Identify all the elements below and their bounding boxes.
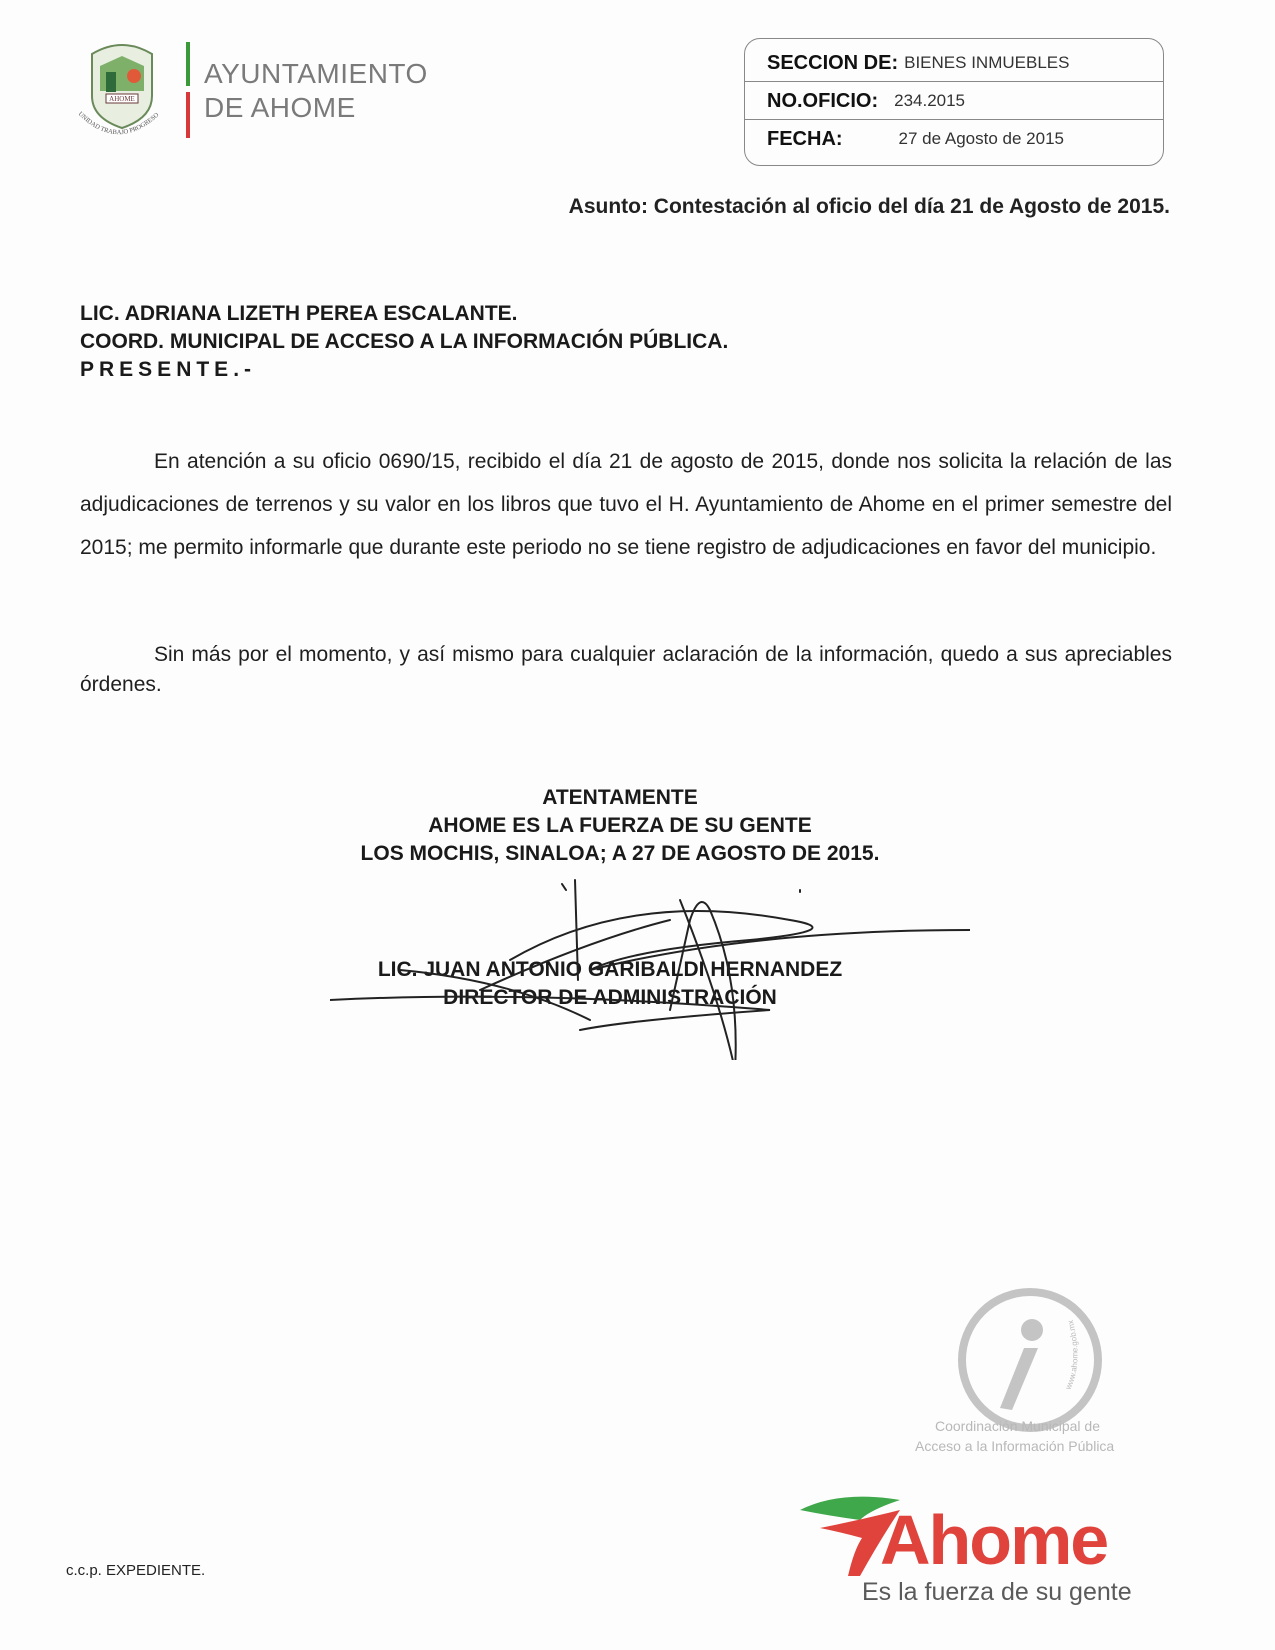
coat-of-arms-logo [72,36,172,156]
svg-text:AHOME: AHOME [109,95,135,103]
handwritten-signature [330,860,970,1060]
info-coordination-stamp [920,1250,1140,1470]
ahome-brand-slogan: Es la fuerza de su gente [862,1578,1132,1606]
body-paragraph-1: En atención a su oficio 0690/15, recibido el día 21 de agosto de 2015, donde nos solicita la relación de las adjudicaciones de terrenos y su valor en los libros que tuvo el H. Ayuntamiento de Ahome en el primer semestre del 2015; me permito informarle que durante este periodo no se tiene registro de adjudicaciones en favor del municipio. [80,450,1172,559]
oficio-label: NO.OFICIO: [767,89,879,112]
seccion-row [745,45,1163,82]
oficio-value: 234.2015 [894,91,966,110]
signer-title: DIRECTOR DE ADMINISTRACIÓN [443,986,777,1009]
ahome-brand-word: Ahome [880,1501,1108,1579]
svg-text:www.ahome.gob.mx: www.ahome.gob.mx [1063,1319,1080,1391]
svg-text:UNIDAD TRABAJO PROGRESO: UNIDAD TRABAJO PROGRESO [76,110,161,137]
closing-motto: AHOME ES LA FUERZA DE SU GENTE [428,814,812,837]
header-divider-red [186,92,190,138]
addressee-name: LIC. ADRIANA LIZETH PEREA ESCALANTE. [80,302,518,325]
seccion-label: SECCION DE: [767,51,899,74]
seccion-value: BIENES INMUEBLES [904,53,1070,72]
stamp-text-line-1: Coordinación Municipal de [935,1418,1100,1434]
ccp-note: c.c.p. EXPEDIENTE. [66,1562,206,1579]
subject-line: Asunto: Contestación al oficio del día 21 de Agosto de 2015. [568,195,1170,218]
fecha-row [745,121,1163,157]
ayuntamiento-title-line-2: DE AHOME [204,92,356,123]
header-divider-green [186,42,190,86]
body-paragraph-2: Sin más por el momento, y así mismo para cualquier aclaración de la información, quedo a sus apreciables órdenes. [80,643,1172,696]
stamp-text-line-2: Acceso a la Información Pública [915,1438,1115,1454]
ayuntamiento-title-line-1: AYUNTAMIENTO [204,58,428,89]
closing-place-date: LOS MOCHIS, SINALOA; A 27 DE AGOSTO DE 2015. [360,842,880,865]
fecha-value: 27 de Agosto de 2015 [898,129,1064,148]
fecha-label: FECHA: [767,127,843,150]
closing-atentamente: ATENTAMENTE [542,786,698,809]
addressee-presente: PRESENTE.- [80,358,257,381]
signer-name: LIC. JUAN ANTONIO GARIBALDI HERNANDEZ [377,958,843,981]
addressee-position: COORD. MUNICIPAL DE ACCESO A LA INFORMACIÓN PÚBLICA. [80,330,729,353]
office-info-box [744,38,1164,166]
oficio-row [745,83,1163,120]
